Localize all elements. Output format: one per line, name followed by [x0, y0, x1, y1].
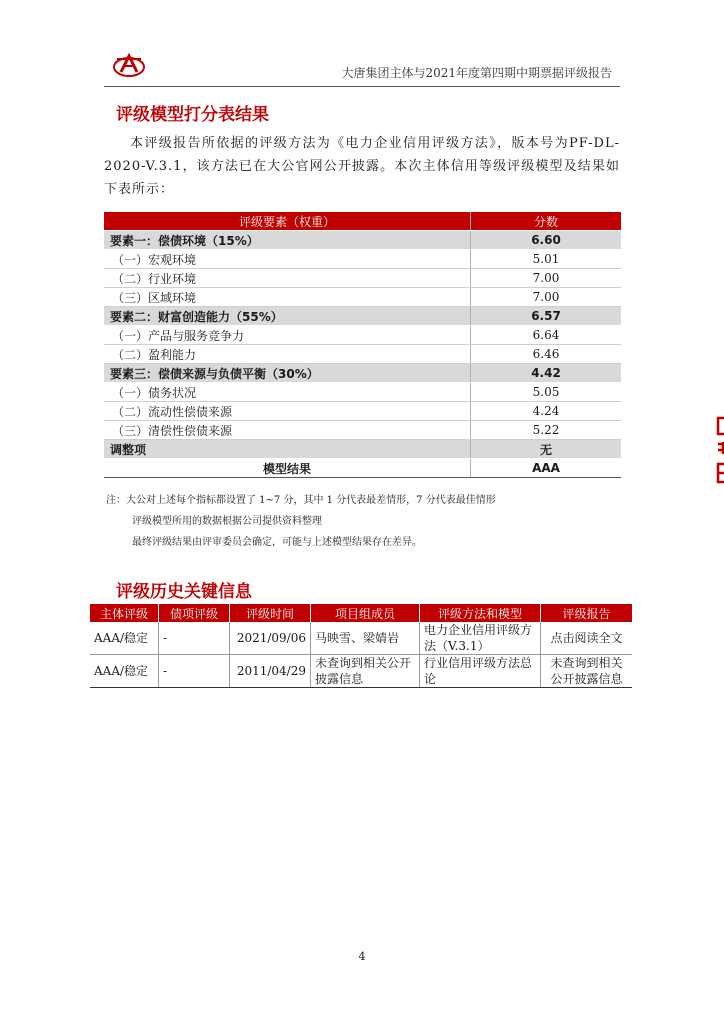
score-row — [104, 364, 621, 383]
report-header-title: 大唐集团主体与2021年度第四期中期票据评级报告 — [341, 66, 612, 80]
factor-score: 5.01 — [471, 250, 622, 269]
table-row — [90, 622, 632, 655]
factor-score: 6.64 — [471, 326, 622, 345]
score-row — [104, 345, 621, 364]
rating-date: 2021/09/06 — [230, 622, 311, 655]
table-notes — [106, 490, 496, 553]
company-logo-icon — [112, 52, 146, 78]
factor-label: （一）产品与服务竞争力 — [104, 326, 471, 345]
factor-score: 5.22 — [471, 421, 622, 440]
score-row — [104, 250, 621, 269]
factor-label: 调整项 — [104, 440, 471, 459]
rating-date: 2011/04/29 — [230, 655, 311, 688]
factor-label: 要素三：偿债来源与负债平衡（30%） — [104, 364, 471, 383]
score-row — [104, 231, 621, 250]
factor-score: 6.46 — [471, 345, 622, 364]
factor-label: 要素一：偿债环境（15%） — [104, 231, 471, 250]
page-number: 4 — [358, 950, 366, 963]
factor-label: （三）清偿性偿债来源 — [104, 421, 471, 440]
header-cell-report: 评级报告 — [541, 604, 633, 622]
result-label: 模型结果 — [104, 459, 471, 478]
header-cell-method: 评级方法和模型 — [420, 604, 541, 622]
note-line: 最终评级结果由评审委员会确定，可能与上述模型结果存在差异。 — [132, 537, 422, 548]
score-row — [104, 288, 621, 307]
section-title-rating-history: 评级历史关键信息 — [116, 582, 252, 602]
factor-label: （一）宏观环境 — [104, 250, 471, 269]
factor-score: 5.05 — [471, 383, 622, 402]
score-result-row — [104, 459, 621, 478]
score-row — [104, 307, 621, 326]
side-stamp-icon — [716, 414, 724, 486]
subject-rating: AAA/稳定 — [90, 655, 159, 688]
team-members: 马映雪、梁婧岩 — [311, 622, 420, 655]
factor-score: 7.00 — [471, 288, 622, 307]
factor-score: 6.57 — [471, 307, 622, 326]
score-table — [104, 212, 621, 478]
score-row — [104, 269, 621, 288]
result-score: AAA — [471, 459, 622, 478]
header-cell-factor: 评级要素（权重） — [104, 212, 471, 231]
factor-label: （一）债务状况 — [104, 383, 471, 402]
factor-score: 6.60 — [471, 231, 622, 250]
factor-score: 4.24 — [471, 402, 622, 421]
factor-score: 4.42 — [471, 364, 622, 383]
factor-score: 无 — [471, 440, 622, 459]
debt-rating: - — [159, 622, 230, 655]
header-cell-subject-rating: 主体评级 — [90, 604, 159, 622]
debt-rating: - — [159, 655, 230, 688]
factor-label: （三）区域环境 — [104, 288, 471, 307]
note-line: 评级模型所用的数据根据公司提供资料整理 — [132, 516, 322, 527]
rating-history-table — [90, 604, 632, 688]
rating-method: 电力企业信用评级方法（V.3.1） — [420, 622, 541, 655]
score-table-header — [104, 212, 621, 231]
header-cell-rating-date: 评级时间 — [230, 604, 311, 622]
score-row — [104, 326, 621, 345]
score-row — [104, 383, 621, 402]
factor-label: （二）流动性偿债来源 — [104, 402, 471, 421]
subject-rating: AAA/稳定 — [90, 622, 159, 655]
factor-score: 7.00 — [471, 269, 622, 288]
header-cell-score: 分数 — [471, 212, 622, 231]
factor-label: （二）行业环境 — [104, 269, 471, 288]
read-full-report-link[interactable]: 点击阅读全文 — [541, 622, 633, 655]
history-table-header — [90, 604, 632, 622]
score-row — [104, 421, 621, 440]
table-row — [90, 655, 632, 688]
score-row — [104, 440, 621, 459]
section-title-model-scores: 评级模型打分表结果 — [116, 105, 269, 125]
header-cell-team-members: 项目组成员 — [311, 604, 420, 622]
score-row — [104, 402, 621, 421]
report-info: 未查询到相关公开披露信息 — [541, 655, 633, 688]
team-members: 未查询到相关公开披露信息 — [311, 655, 420, 688]
note-line: 注：大公对上述每个指标都设置了 1~7 分，其中 1 分代表最差情形，7 分代表最佳情形 — [106, 495, 496, 506]
rating-method: 行业信用评级方法总论 — [420, 655, 541, 688]
factor-label: 要素二：财富创造能力（55%） — [104, 307, 471, 326]
header-divider — [104, 86, 620, 87]
factor-label: （二）盈利能力 — [104, 345, 471, 364]
header-cell-debt-rating: 债项评级 — [159, 604, 230, 622]
intro-paragraph: 本评级报告所依据的评级方法为《电力企业信用评级方法》，版本号为PF-DL-2020-V.3.1，该方法已在大公官网公开披露。本次主体信用等级评级模型及结果如下表所示： — [104, 136, 620, 197]
